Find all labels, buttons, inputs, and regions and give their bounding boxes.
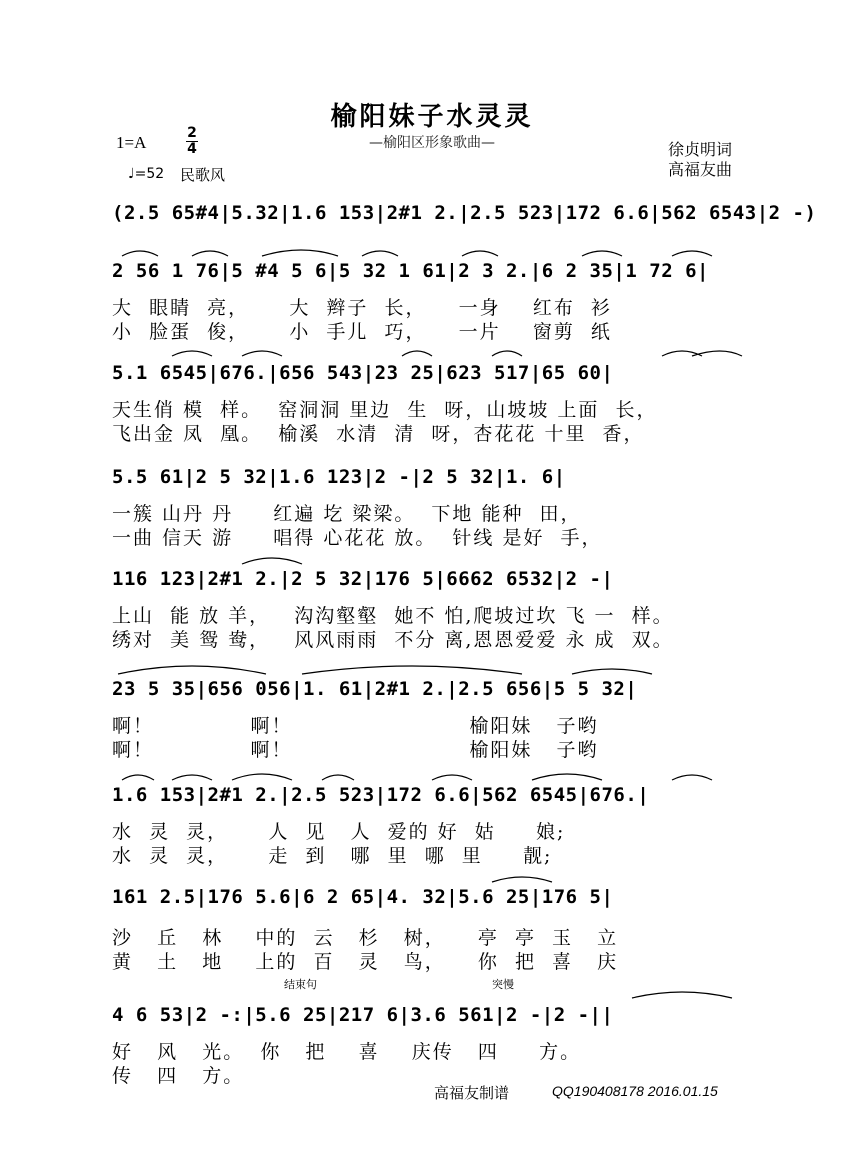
- notation-line-7: 1.6 153|2#1 2.|2.5 523|172 6.6|562 6545|676.|: [112, 784, 650, 806]
- notation-line-1: (2.5 65#4|5.32|1.6 153|2#1 2.|2.5 523|172 6.6|562 6543|2 -): [112, 202, 817, 224]
- notation-line-5: 116 123|2#1 2.|2 5 32|176 5|6662 6532|2 -|: [112, 568, 614, 590]
- notation-line-6: 23 5 35|656 056|1. 61|2#1 2.|2.5 656|5 5 32|: [112, 678, 638, 700]
- lyric-line-7-verse-2: 水 灵 灵， 走 到 哪 里 哪 里 靓;: [112, 845, 553, 867]
- composer-credit: 高福友曲: [668, 160, 733, 179]
- contact-date: QQ190408178 2016.01.15: [552, 1083, 718, 1099]
- ritardando-mark: 突慢: [492, 978, 514, 991]
- lyric-line-2-verse-1: 大 眼睛 亮， 大 辫子 长， 一身 红布 衫: [112, 297, 612, 319]
- lyric-line-2-verse-2: 小 脸蛋 俊， 小 手儿 巧， 一片 窗剪 纸: [112, 321, 612, 343]
- notation-line-2: 2 56 1 76|5 #4 5 6|5 32 1 61|2 3 2.|6 2 35|1 72 6|: [112, 260, 709, 282]
- lyric-line-3-verse-2: 飞出金 凤 凰。 榆溪 水清 清 呀，杏花花 十里 香，: [112, 423, 645, 445]
- lyric-line-8-verse-1: 沙 丘 林 中的 云 杉 树， 亭 亭 玉 立: [112, 927, 619, 949]
- lyric-line-5-verse-2: 绣对 美 鸳 鸯， 风风雨雨 不分 离,恩恩爱爱 永 成 双。: [112, 629, 674, 651]
- lyric-line-9-verse-1: 好 风 光。 你 把 喜 庆传 四 方。: [112, 1041, 582, 1063]
- arranger-credit: 高福友制谱: [434, 1084, 510, 1102]
- ending-mark: 结束句: [284, 978, 317, 991]
- notation-line-8: 161 2.5|176 5.6|6 2 65|4. 32|5.6 25|176 5|: [112, 886, 614, 908]
- time-signature-top: 2: [187, 125, 197, 141]
- lyric-line-4-verse-2: 一曲 信天 游 唱得 心花花 放。 针线 是好 手，: [112, 527, 603, 549]
- slur-marks-9: [112, 980, 757, 1002]
- lyric-line-3-verse-1: 天生俏 模 样。 窑洞洞 里边 生 呀，山坡坡 上面 长，: [112, 399, 658, 421]
- notation-line-3: 5.1 6545|676.|656 543|23 25|623 517|65 60|: [112, 362, 614, 384]
- song-title: 榆阳妹子水灵灵: [330, 102, 534, 132]
- lyric-line-8-verse-2: 黄 土 地 上的 百 灵 鸟， 你 把 喜 庆: [112, 951, 619, 973]
- lyric-line-4-verse-1: 一簇 山丹 丹 红遍 圪 梁梁。 下地 能种 田，: [112, 503, 582, 525]
- notation-line-4: 5.5 61|2 5 32|1.6 123|2 -|2 5 32|1. 6|: [112, 466, 566, 488]
- song-subtitle: —榆阳区形象歌曲—: [369, 135, 495, 151]
- tempo-marking: ♩=52: [128, 166, 165, 182]
- notation-line-9: 4 6 53|2 -:|5.6 25|217 6|3.6 561|2 -|2 -||: [112, 1004, 614, 1026]
- key-signature: 1=A: [116, 133, 147, 152]
- lyric-line-6-verse-1: 啊！ 啊！ 榆阳妹 子哟: [112, 715, 599, 737]
- lyricist-credit: 徐贞明词: [668, 140, 733, 159]
- style-marking: 民歌风: [180, 166, 226, 184]
- time-signature-bottom: 4: [187, 141, 197, 157]
- time-signature: [186, 126, 198, 157]
- lyric-line-5-verse-1: 上山 能 放 羊， 沟沟壑壑 她不 怕,爬坡过坎 飞 一 样。: [112, 605, 674, 627]
- slur-marks-3: [112, 340, 757, 362]
- lyric-line-7-verse-1: 水 灵 灵， 人 见 人 爱的 好 姑 娘;: [112, 821, 566, 843]
- lyric-line-6-verse-2: 啊！ 啊！ 榆阳妹 子哟: [112, 739, 599, 761]
- lyric-line-9-verse-2: 传 四 方。: [112, 1065, 245, 1087]
